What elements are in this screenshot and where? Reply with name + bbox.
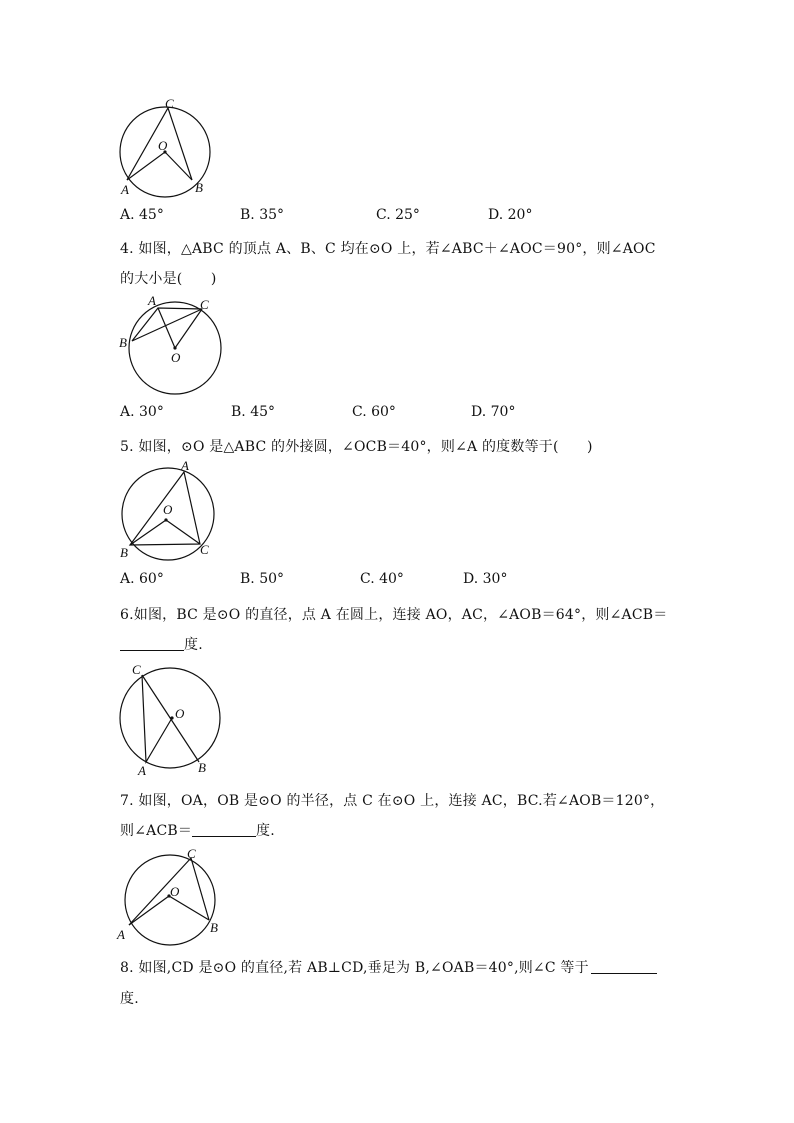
q7-answer-blank[interactable]	[192, 822, 256, 837]
q5-option-d: D. 30°	[463, 571, 508, 587]
q3-option-b: B. 35°	[240, 207, 285, 223]
q4-label-b: B	[119, 335, 127, 350]
q5-option-c: C. 40°	[360, 571, 404, 587]
q6-stem-line1: 6.如图，BC 是⊙O 的直径，点 A 在圆上，连接 AO，AC，∠AOB＝64°，则∠ACB＝	[120, 607, 668, 623]
q5-label-c: C	[200, 542, 209, 557]
q5-label-a: A	[181, 458, 189, 473]
q6-label-c: C	[132, 662, 141, 677]
q3-label-a: A	[121, 182, 129, 197]
q5-option-a: A. 60°	[120, 571, 164, 587]
q4-label-c: C	[200, 297, 209, 312]
q7-stem-line1: 7. 如图，OA，OB 是⊙O 的半径，点 C 在⊙O 上，连接 AC，BC.若∠AOB＝120°，	[120, 793, 665, 809]
q7-label-c: C	[187, 846, 196, 861]
q7-label-a: A	[117, 927, 125, 942]
q8-stem-line1	[120, 957, 657, 977]
q3-label-c: C	[165, 96, 174, 111]
q8-stem-text: 8. 如图,CD 是⊙O 的直径,若 AB⊥CD,垂足为 B,∠OAB＝40°,则∠C 等于	[120, 960, 589, 976]
q7-figure	[113, 845, 228, 950]
q4-label-a: A	[148, 293, 156, 308]
q5-figure	[112, 458, 227, 563]
q4-option-d: D. 70°	[471, 404, 516, 420]
q3-figure	[110, 95, 220, 200]
q5-label-o: O	[163, 502, 173, 517]
q7-label-o: O	[170, 884, 180, 899]
q3-option-a: A. 45°	[120, 207, 164, 223]
q3-option-d: D. 20°	[488, 207, 533, 223]
q6-label-b: B	[198, 760, 206, 775]
q7-stem-line2	[120, 820, 275, 840]
q6-label-a: A	[138, 763, 146, 778]
q6-figure	[110, 660, 230, 780]
q3-label-o: O	[158, 138, 168, 153]
q4-option-c: C. 60°	[352, 404, 396, 420]
q4-figure	[115, 293, 230, 403]
q8-stem-line2: 度.	[120, 991, 139, 1007]
q3-label-b: B	[195, 180, 203, 195]
q4-option-a: A. 30°	[120, 404, 164, 420]
q3-option-c: C. 25°	[376, 207, 420, 223]
q5-option-b: B. 50°	[240, 571, 285, 587]
q5-label-b: B	[120, 545, 128, 560]
q5-stem-line1: 5. 如图，⊙O 是△ABC 的外接圆，∠OCB＝40°，则∠A 的度数等于( )	[120, 439, 593, 455]
q7-unit: 度.	[256, 823, 275, 839]
q7-label-b: B	[210, 920, 218, 935]
q4-stem-line1: 4. 如图，△ABC 的顶点 A、B、C 均在⊙O 上，若∠ABC＋∠AOC＝90°，则∠AOC	[120, 241, 656, 257]
q6-label-o: O	[175, 706, 185, 721]
q4-stem-line2: 的大小是( )	[120, 271, 217, 287]
q7-prefix: 则∠ACB＝	[120, 823, 193, 839]
q8-answer-blank[interactable]	[591, 959, 657, 974]
q6-stem-line2	[120, 634, 203, 654]
q4-option-b: B. 45°	[231, 404, 276, 420]
q4-label-o: O	[171, 350, 181, 365]
q6-unit: 度.	[184, 637, 203, 653]
q6-answer-blank[interactable]	[120, 636, 184, 651]
